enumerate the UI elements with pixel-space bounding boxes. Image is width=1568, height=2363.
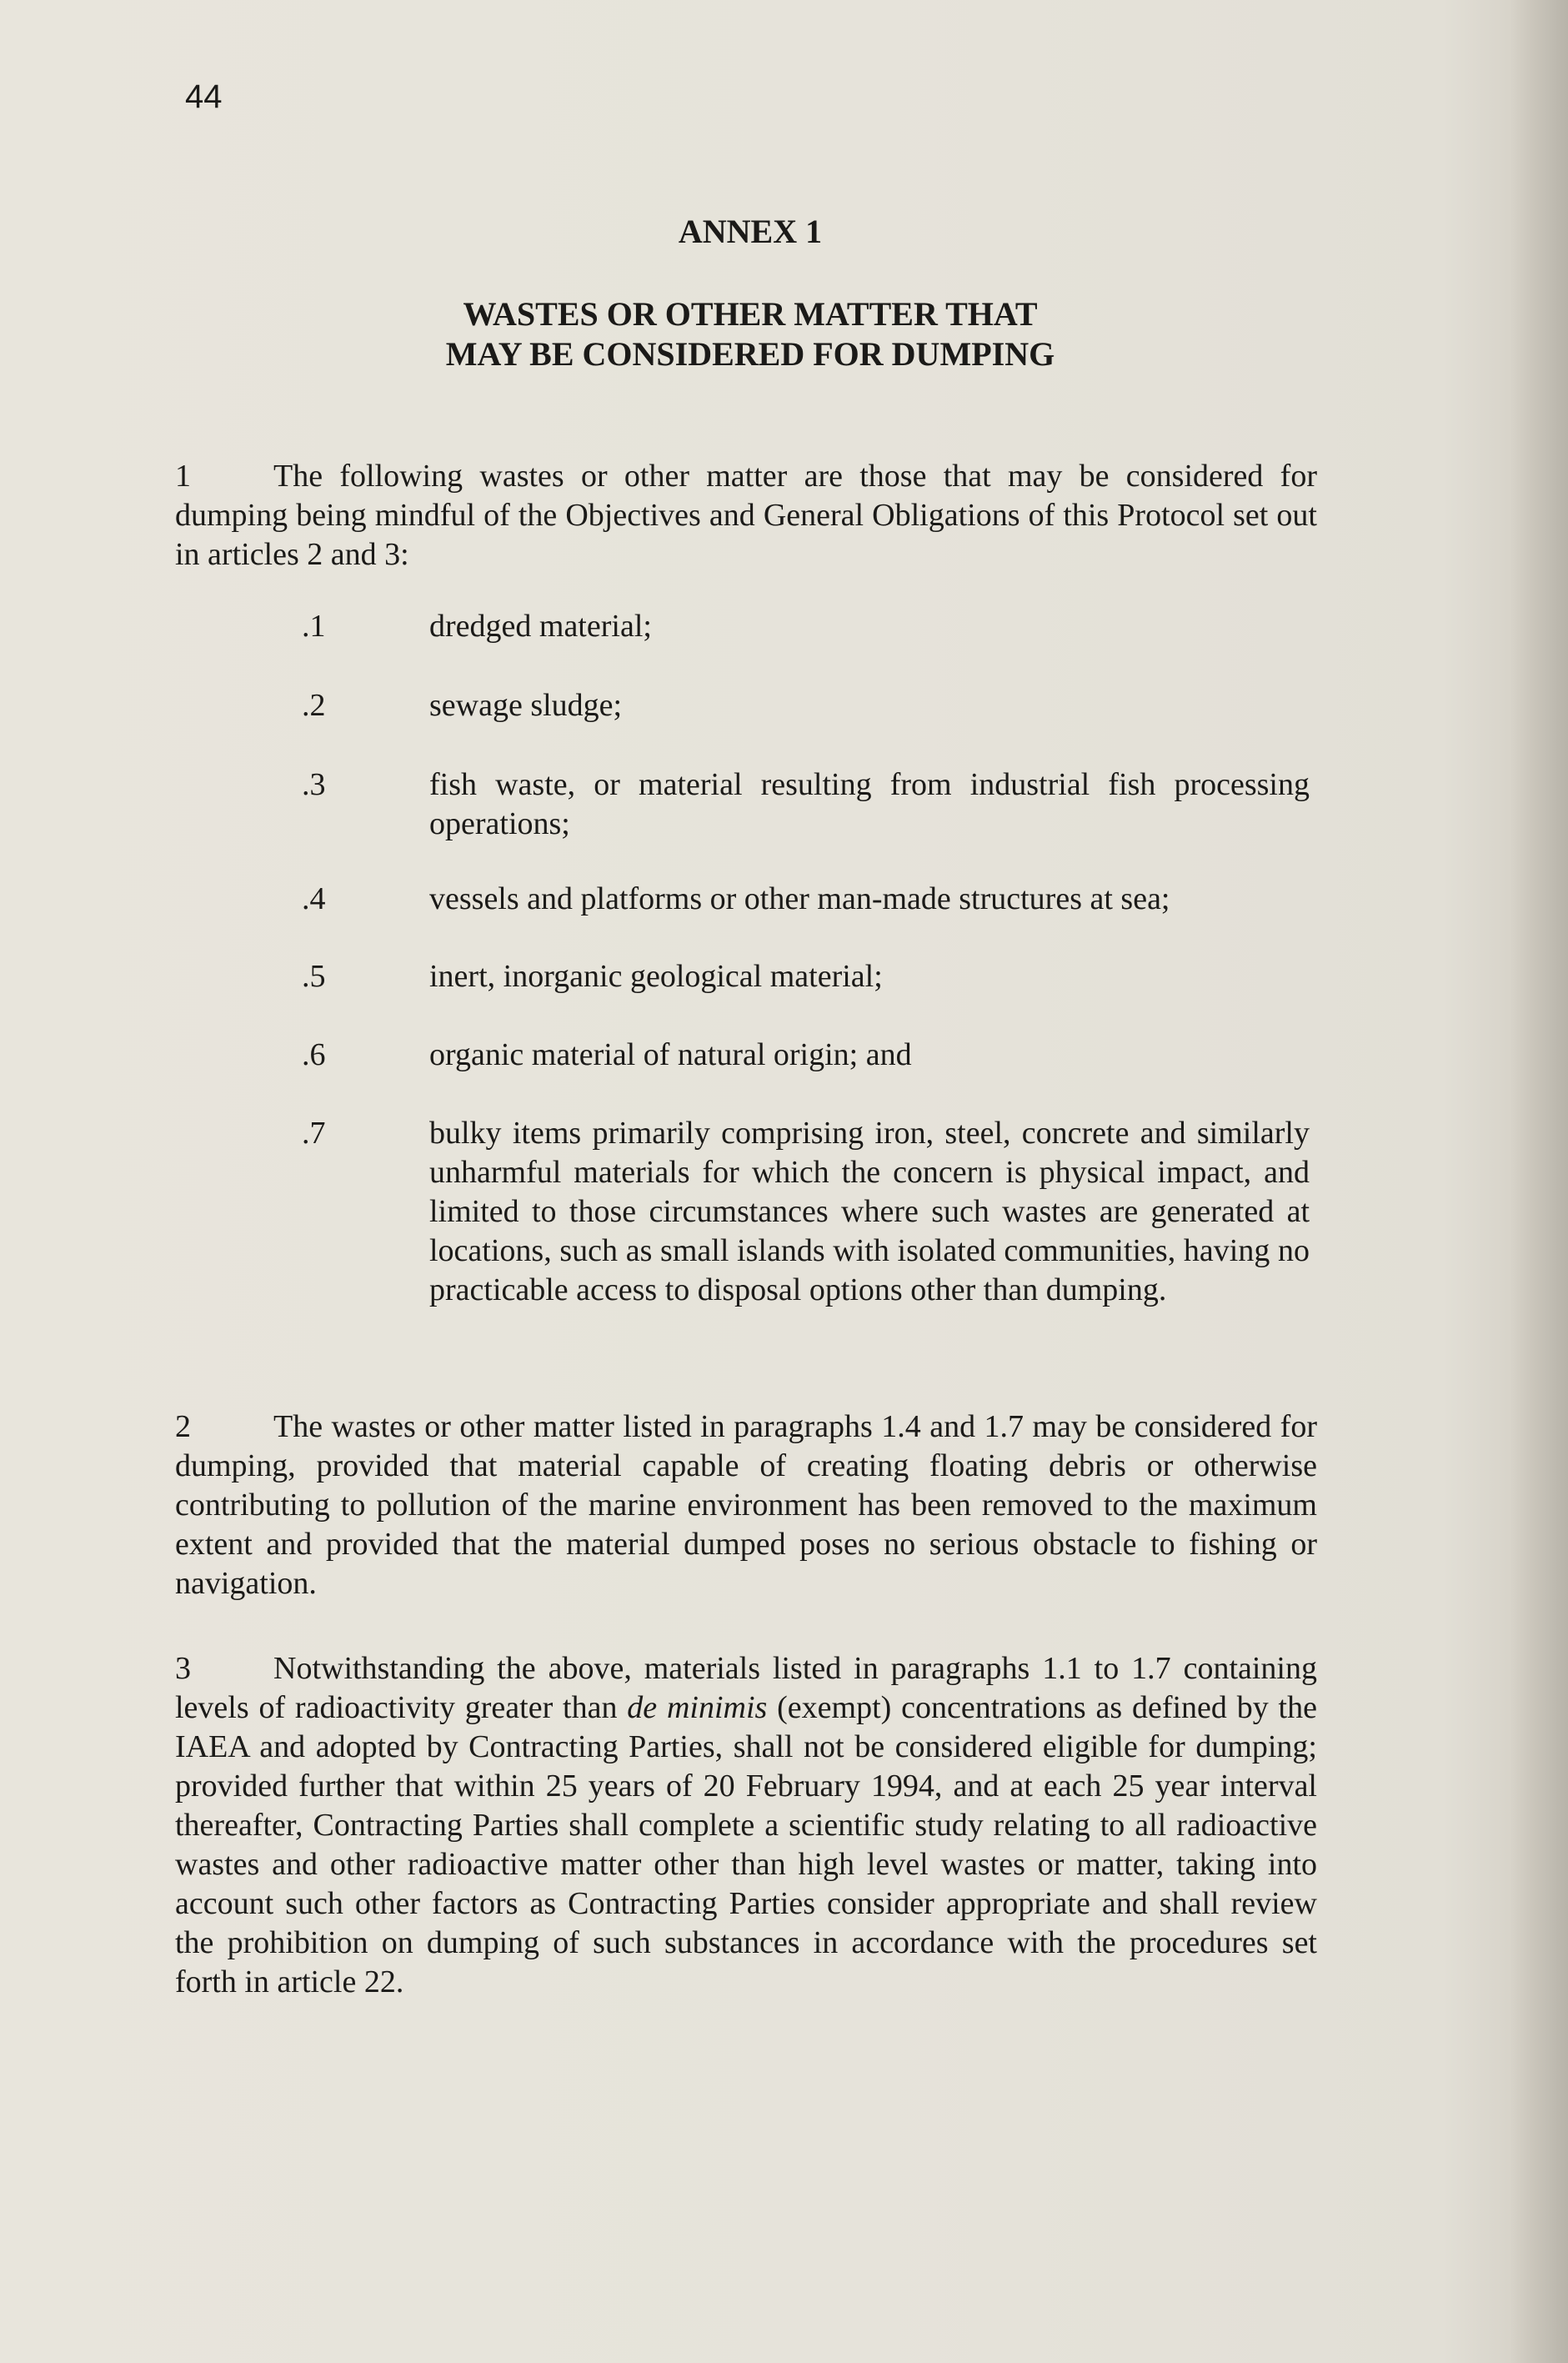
list-item-number: .3 bbox=[302, 767, 326, 802]
list-item-text: sewage sludge; bbox=[429, 688, 623, 723]
annex-title: ANNEX 1 bbox=[678, 213, 823, 250]
list-item-text: inert, inorganic geological material; bbox=[429, 959, 883, 994]
paragraph-2-number: 2 bbox=[175, 1409, 191, 1444]
list-item-text: dredged material; bbox=[429, 609, 652, 644]
list-item-text: fish waste, or material resulting from industrial fish processing operations; bbox=[429, 767, 1310, 841]
paragraph-1-text: The following wastes or other matter are those that may be considered for dumping being mindful of the Objectives and General Obligations of this Protocol set out in articles 2 and 3: bbox=[175, 459, 1317, 572]
paragraph-3-text-end: (exempt) concentrations as defined by the IAEA and adopted by Contracting Parties, shall not be considered eligible for dumping; provided further that within 25 years of 20 February 1994, and at each 25 year interval thereafter, Contracting Parties shall complete a scientific study relating to all radioactive wastes and other radioactive matter other than high level wastes or matter, taking into account such other factors as Contracting Parties consider appropriate and shall review the prohibition on dumping of such substances in accordance with the procedures set forth in article 22. bbox=[175, 1690, 1317, 1999]
paragraph-1-number: 1 bbox=[175, 459, 191, 494]
paragraph-1 bbox=[175, 457, 1317, 574]
list-item-number: .4 bbox=[302, 881, 326, 916]
list-item-number: .2 bbox=[302, 688, 326, 723]
annex-subtitle-line-2: MAY BE CONSIDERED FOR DUMPING bbox=[445, 335, 1055, 373]
list-item-text: organic material of natural origin; and bbox=[429, 1037, 912, 1072]
annex-subtitle-line-1: WASTES OR OTHER MATTER THAT bbox=[463, 295, 1038, 333]
list-item-text: vessels and platforms or other man-made structures at sea; bbox=[429, 881, 1170, 916]
paragraph-3-italic-term: de minimis bbox=[627, 1690, 768, 1725]
list-item-number: .6 bbox=[302, 1037, 326, 1072]
list-item-number: .5 bbox=[302, 959, 326, 994]
page-number: 44 bbox=[185, 78, 223, 115]
page-spine-shadow bbox=[1510, 0, 1568, 2363]
list-item-number: .7 bbox=[302, 1116, 326, 1151]
list-item-number: .1 bbox=[302, 609, 326, 644]
annex-subtitle bbox=[0, 294, 1500, 374]
paragraph-3-text-start: Notwithstanding the above, materials listed in paragraphs 1.1 to 1.7 containing levels of radioactivity greater than bbox=[175, 1651, 1317, 1725]
paragraph-2-text: The wastes or other matter listed in paragraphs 1.4 and 1.7 may be considered for dumping, provided that material capable of creating floating debris or otherwise contributing to pollution of the marine environment has been removed to the maximum extent and provided that the material dumped poses no serious obstacle to fishing or navigation. bbox=[175, 1409, 1317, 1601]
paragraph-3-number: 3 bbox=[175, 1651, 191, 1686]
paragraph-3 bbox=[175, 1649, 1317, 2002]
list-item-text: bulky items primarily comprising iron, steel, concrete and similarly unharmful materials for which the concern is physical impact, and limited to those circumstances where such wastes are generated at locations, such as small islands with isolated communities, having no practicable access to disposal options other than dumping. bbox=[429, 1116, 1310, 1307]
paragraph-2 bbox=[175, 1407, 1317, 1603]
